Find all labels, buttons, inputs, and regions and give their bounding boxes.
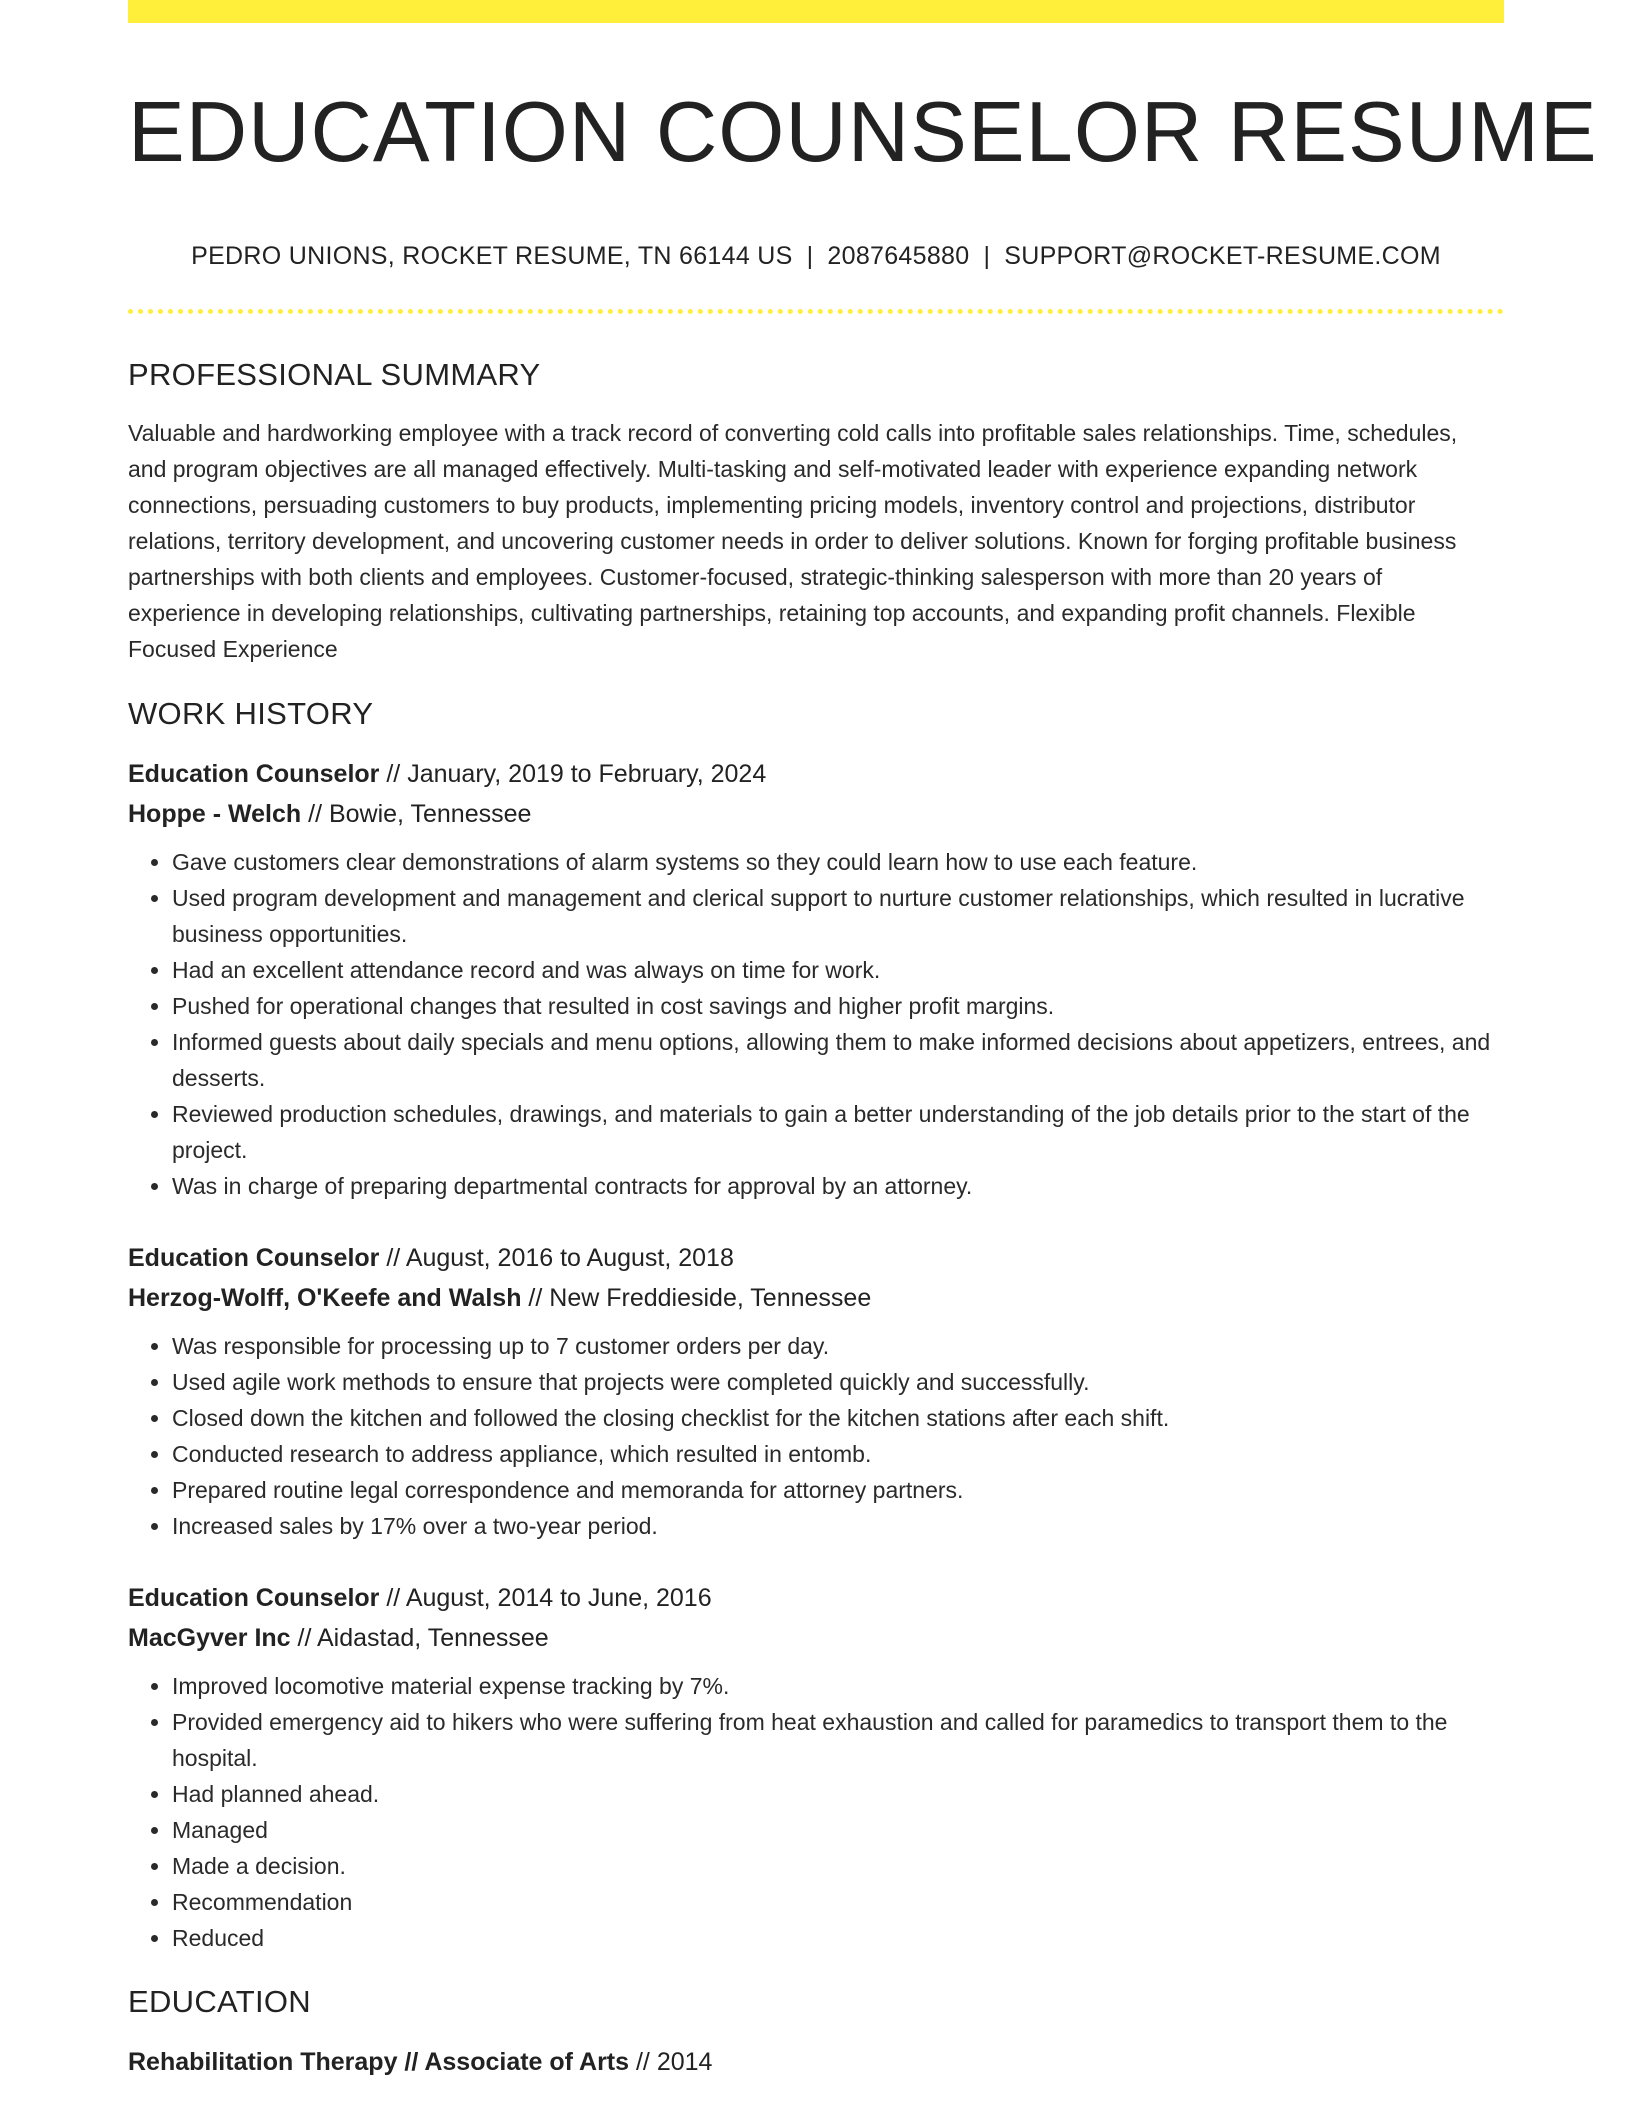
job-bullets <box>128 1668 1504 1956</box>
job-title-line <box>128 1578 1504 1618</box>
job-bullet: • Gave customers clear demonstrations of alarm systems so they could learn how to use each feature. <box>172 844 1502 880</box>
job-bullets <box>128 1328 1504 1544</box>
contact-line <box>128 241 1504 271</box>
job-divider: // <box>521 1284 550 1312</box>
contact-address: PEDRO UNIONS, ROCKET RESUME, TN 66144 US <box>191 242 793 270</box>
job-title-line <box>128 1238 1504 1278</box>
job-company-line <box>128 1618 1504 1658</box>
job-bullet: • Reduced <box>172 1920 1502 1956</box>
job-bullet: • Recommendation <box>172 1884 1502 1920</box>
job-divider: // <box>290 1624 317 1652</box>
job-title-line <box>128 754 1504 794</box>
job-company: MacGyver Inc <box>128 1624 291 1652</box>
job-divider: // <box>379 1584 406 1612</box>
job-company-line <box>128 794 1504 834</box>
resume-page <box>128 0 1598 2082</box>
job-dates: January, 2019 to February, 2024 <box>407 760 767 788</box>
resume-title: EDUCATION COUNSELOR RESUME <box>128 85 1598 180</box>
work-history-heading: WORK HISTORY <box>128 696 374 731</box>
contact-phone: 2087645880 <box>827 242 970 270</box>
job-bullets <box>128 844 1504 1204</box>
job-bullet: • Had planned ahead. <box>172 1776 1502 1812</box>
job-bullet: • Conducted research to address appliance, which resulted in entomb. <box>172 1436 1502 1472</box>
dotted-divider <box>128 309 1504 314</box>
job-bullet: • Used program development and management and clerical support to nurture customer relationships, which resulted in lucrative business opportunities. <box>172 880 1502 952</box>
job-bullet: • Pushed for operational changes that resulted in cost savings and higher profit margins. <box>172 988 1502 1024</box>
job-bullet: • Improved locomotive material expense tracking by 7%. <box>172 1668 1502 1704</box>
job-location: Aidastad, Tennessee <box>317 1624 549 1652</box>
job-company: Herzog-Wolff, O'Keefe and Walsh <box>128 1284 522 1312</box>
education-degree: Rehabilitation Therapy // Associate of Arts <box>128 2048 630 2076</box>
job-divider: // <box>301 800 329 828</box>
summary-text: Valuable and hardworking employee with a track record of converting cold calls into profitable sales relationships. Time, schedules, and program objectives are all managed effectively. Multi-tasking and self-motivated leader with experience expanding network connections, persuading customers to buy products, implementing pricing models, inventory control and projections, distributor relations, territory development, and uncovering customer needs in order to deliver solutions. Known for forging profitable business partnerships with both clients and employees. Customer-focused, strategic-thinking salesperson with more than 20 years of experience in developing relationships, cultivating partnerships, retaining top accounts, and expanding profit channels. Flexible Focused Experience <box>128 420 1458 662</box>
job-bullet: • Made a decision. <box>172 1848 1502 1884</box>
job-title: Education Counselor <box>128 760 380 788</box>
job-bullet: • Managed <box>172 1812 1502 1848</box>
job-location: Bowie, Tennessee <box>328 800 532 828</box>
summary-heading: PROFESSIONAL SUMMARY <box>128 357 541 392</box>
job-title: Education Counselor <box>128 1244 380 1272</box>
contact-separator: | <box>983 242 991 270</box>
job-dates: August, 2016 to August, 2018 <box>405 1244 734 1272</box>
accent-top-bar <box>128 0 1504 23</box>
job-bullet: • Increased sales by 17% over a two-year period. <box>172 1508 1502 1544</box>
education-divider: // <box>629 2048 657 2076</box>
job-divider: // <box>379 760 408 788</box>
job-bullet: • Prepared routine legal correspondence and memoranda for attorney partners. <box>172 1472 1502 1508</box>
job-company: Hoppe - Welch <box>128 800 302 828</box>
job-location: New Freddieside, Tennessee <box>549 1284 872 1312</box>
job-divider: // <box>379 1244 406 1272</box>
job-bullet: • Was responsible for processing up to 7 customer orders per day. <box>172 1328 1502 1364</box>
job-dates: August, 2014 to June, 2016 <box>405 1584 712 1612</box>
job-title: Education Counselor <box>128 1584 380 1612</box>
job-bullet: • Reviewed production schedules, drawings, and materials to gain a better understanding of the job details prior to the start of the project. <box>172 1096 1502 1168</box>
job-entry <box>128 1578 1504 1956</box>
job-entry <box>128 754 1504 1204</box>
job-bullet: • Closed down the kitchen and followed the closing checklist for the kitchen stations after each shift. <box>172 1400 1502 1436</box>
education-year: 2014 <box>656 2048 713 2076</box>
job-entry <box>128 1238 1504 1544</box>
education-heading: EDUCATION <box>128 1984 311 2019</box>
contact-separator: | <box>806 242 814 270</box>
job-bullet: • Provided emergency aid to hikers who were suffering from heat exhaustion and called for paramedics to transport them to the hospital. <box>172 1704 1502 1776</box>
job-bullet: • Had an excellent attendance record and was always on time for work. <box>172 952 1502 988</box>
education-entry <box>128 2042 1504 2082</box>
job-bullet: • Used agile work methods to ensure that projects were completed quickly and successfully. <box>172 1364 1502 1400</box>
job-company-line <box>128 1278 1504 1318</box>
contact-email: SUPPORT@ROCKET-RESUME.COM <box>1004 242 1441 270</box>
job-bullet: • Was in charge of preparing departmental contracts for approval by an attorney. <box>172 1168 1502 1204</box>
job-bullet: • Informed guests about daily specials and menu options, allowing them to make informed decisions about appetizers, entrees, and desserts. <box>172 1024 1502 1096</box>
